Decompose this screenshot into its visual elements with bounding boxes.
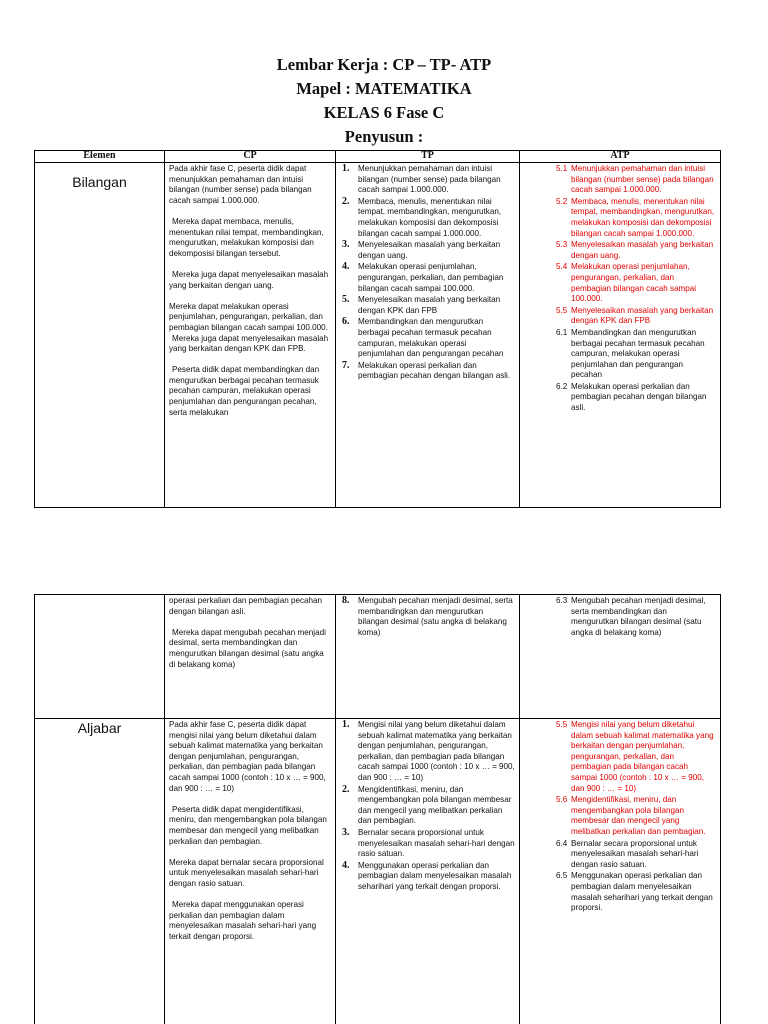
cp-cell-bilangan xyxy=(165,163,336,508)
header-elemen: Elemen xyxy=(35,151,165,163)
header-cp: CP xyxy=(165,151,336,163)
tp-item: 2. Mengidentifikasi, meniru, dan mengembangkan pola bilangan membesar dan mengecil yang melibatkan perkalian dan pembagian. xyxy=(342,783,512,826)
atp-item: 6.1 Membandingkan dan mengurutkan berbagai pecahan termasuk pecahan campuran, melakukan operasi penjumlahan dan pengurangan pecahan xyxy=(556,327,705,380)
atp-item: 6.5 Menggunakan operasi perkalian dan pembagian dalam menyelesaikan masalah seharihari yang terkait dengan proporsi. xyxy=(556,871,713,913)
tp-item: 7. Melakukan operasi perkalian dan pembagian pecahan dengan bilangan asli. xyxy=(342,359,511,381)
tp-cell-continued xyxy=(336,595,520,719)
cp-paragraph: Mereka dapat menggunakan operasi perkalian dan pembagian dalam menyelesaikan masalah sehari-hari yang terkait dengan proporsi. xyxy=(169,900,317,941)
header-atp: ATP xyxy=(520,151,721,163)
doc-subject: Mapel : MATEMATIKA xyxy=(296,79,472,98)
table-row-aljabar xyxy=(35,719,721,1024)
tp-item: 4. Menggunakan operasi perkalian dan pembagian dalam menyelesaikan masalah seharihari yang terkait dengan proporsi. xyxy=(342,859,512,891)
tp-item: 2. Membaca, menulis, menentukan nilai tempat, membandingkan, mengurutkan, melakukan komposisi dan dekomposisi bilangan cacah sampai 1.000.000. xyxy=(342,195,502,238)
cp-paragraph: Pada akhir fase C, peserta didik dapat mengisi nilai yang belum diketahui dalam sebuah kalimat matematika yang berkaitan dengan penjumlahan, pengurangan, perkalian, dan pembagian pada bilangan cacah sampai 1000 (contoh : 10 x … = 900, dan 900 : … = 10) xyxy=(169,720,326,793)
curriculum-table-page2 xyxy=(34,594,721,1024)
doc-class: KELAS 6 Fase C xyxy=(323,103,445,122)
table-row-bilangan-continued xyxy=(35,595,721,719)
atp-item: 6.2 Melakukan operasi perkalian dan pembagian pecahan dengan bilangan asli. xyxy=(556,381,707,413)
table-row-bilangan xyxy=(35,163,721,508)
cp-paragraph: Mereka dapat membaca, menulis, menentukan nilai tempat, membandingkan, mengurutkan, melakukan komposisi dan dekomposisi bilangan tersebut. xyxy=(169,216,324,258)
cp-paragraph: Peserta didik dapat mengidentifikasi, meniru, dan mengembangkan pola bilangan membesar dan mengecil yang melibatkan perkalian dan pembagian. xyxy=(169,804,327,846)
table-header-row xyxy=(35,151,721,163)
tp-item: 1. Menunjukkan pemahaman dan intuisi bilangan (number sense) pada bilangan cacah sampai 1.000.000. xyxy=(342,163,501,195)
tp-item: 8. Mengubah pecahan menjadi desimal, serta membandingkan dan mengurutkan bilangan desimal (satu angka di belakang koma) xyxy=(342,595,513,637)
atp-item: 5.6 Mengidentifikasi, meniru, dan mengembangkan pola bilangan membesar dan mengecil yang melibatkan perkalian dan pembagian. xyxy=(556,795,706,836)
atp-item: 6.4 Bernalar secara proporsional untuk menyelesaikan masalah sehari-hari dengan rasio satuan. xyxy=(556,838,699,869)
atp-item: 5.5 Menyelesaikan masalah yang berkaitan dengan KPK dan FPB xyxy=(556,305,714,326)
tp-item: 3. Bernalar secara proporsional untuk menyelesaikan masalah sehari-hari dengan rasio satuan. xyxy=(342,826,515,859)
doc-author: Penyusun : xyxy=(344,127,424,146)
cp-paragraph: Peserta didik dapat membandingkan dan mengurutkan berbagai pecahan termasuk pecahan campuran, melakukan operasi penjumlahan dan pengurangan pecahan, serta melakukan xyxy=(169,365,320,417)
doc-title: Lembar Kerja : CP – TP- ATP xyxy=(276,55,492,74)
cp-cell-aljabar xyxy=(165,719,336,1024)
atp-item: 5.2 Membaca, menulis, menentukan nilai tempat, membandingkan, mengurutkan, melakukan komposisi dan dekomposisi bilangan cacah sampai 1.000.000. xyxy=(556,196,715,238)
cp-cell-continued xyxy=(165,595,336,719)
cp-paragraph: Mereka juga dapat menyelesaikan masalah yang berkaitan dengan uang. xyxy=(169,269,329,290)
tp-cell-aljabar xyxy=(336,719,520,1024)
tp-item: 1. Mengisi nilai yang belum diketahui dalam sebuah kalimat matematika yang berkaitan dengan penjumlahan, pengurangan, perkalian, dan pembagian pada bilangan cacah sampai 1000 (contoh : 10 x … = 900, dan 900 : … = 10) xyxy=(342,719,515,782)
atp-item: 5.4 Melakukan operasi penjumlahan, pengurangan, perkalian, dan pembagian bilangan cacah sampai 100.000. xyxy=(556,262,697,304)
tp-item: 4. Melakukan operasi penjumlahan, pengurangan, perkalian, dan pembagian bilangan cacah sampai 100.000. xyxy=(342,261,504,293)
tp-item: 5. Menyelesaikan masalah yang berkaitan dengan KPK dan FPB xyxy=(342,294,501,315)
tp-item: 6. Membandingkan dan mengurutkan berbagai pecahan termasuk pecahan campuran, melakukan operasi penjumlahan dan pengurangan pecahan xyxy=(342,316,504,359)
atp-item: 5.5 Mengisi nilai yang belum diketahui dalam sebuah kalimat matematika yang berkaitan dengan penjumlahan, pengurangan, perkalian, dan pembagian pada bilangan cacah sampai 1000 (contoh : 10 x … = 900, dan 900 : … = 10) xyxy=(556,720,714,793)
cp-paragraph: operasi perkalian dan pembagian pecahan dengan bilangan asli. xyxy=(169,596,322,616)
header-tp: TP xyxy=(336,151,520,163)
atp-cell-aljabar xyxy=(520,719,721,1024)
atp-cell-bilangan xyxy=(520,163,721,508)
cp-paragraph: Pada akhir fase C, peserta didik dapat menunjukkan pemahaman dan intuisi bilangan (number sense) pada bilangan cacah sampai 1.000.000. xyxy=(169,164,312,205)
atp-item: 6.3 Mengubah pecahan menjadi desimal, serta membandingkan dan mengurutkan bilangan desimal (satu angka di belakang koma) xyxy=(556,596,706,637)
elemen-bilangan: Bilangan xyxy=(35,163,165,508)
cp-paragraph: Mereka dapat mengubah pecahan menjadi desimal, serta membandingkan dan mengurutkan bilangan desimal (satu angka di belakang koma) xyxy=(169,627,326,669)
cp-paragraph: Mereka dapat bernalar secara proporsional untuk menyelesaikan masalah sehari-hari dengan rasio satuan. xyxy=(169,857,324,888)
tp-item: 3. Menyelesaikan masalah yang berkaitan dengan uang. xyxy=(342,239,501,260)
cp-paragraph: Mereka dapat melakukan operasi penjumlahan, pengurangan, perkalian, dan pembagian bilangan cacah sampai 100.000. xyxy=(169,301,328,332)
curriculum-table-page1 xyxy=(34,150,721,508)
cp-paragraph: Mereka juga dapat menyelesaikan masalah yang berkaitan dengan KPK dan FPB. xyxy=(169,333,329,354)
atp-item: 5.3 Menyelesaikan masalah yang berkaitan dengan uang. xyxy=(556,240,714,260)
elemen-aljabar: Aljabar xyxy=(35,719,165,1024)
elemen-empty xyxy=(35,595,165,719)
atp-item: 5.1 Menunjukkan pemahaman dan intuisi bilangan (number sense) pada bilangan cacah sampai 1.000.000. xyxy=(556,164,714,195)
atp-cell-continued xyxy=(520,595,721,719)
tp-cell-bilangan xyxy=(336,163,520,508)
